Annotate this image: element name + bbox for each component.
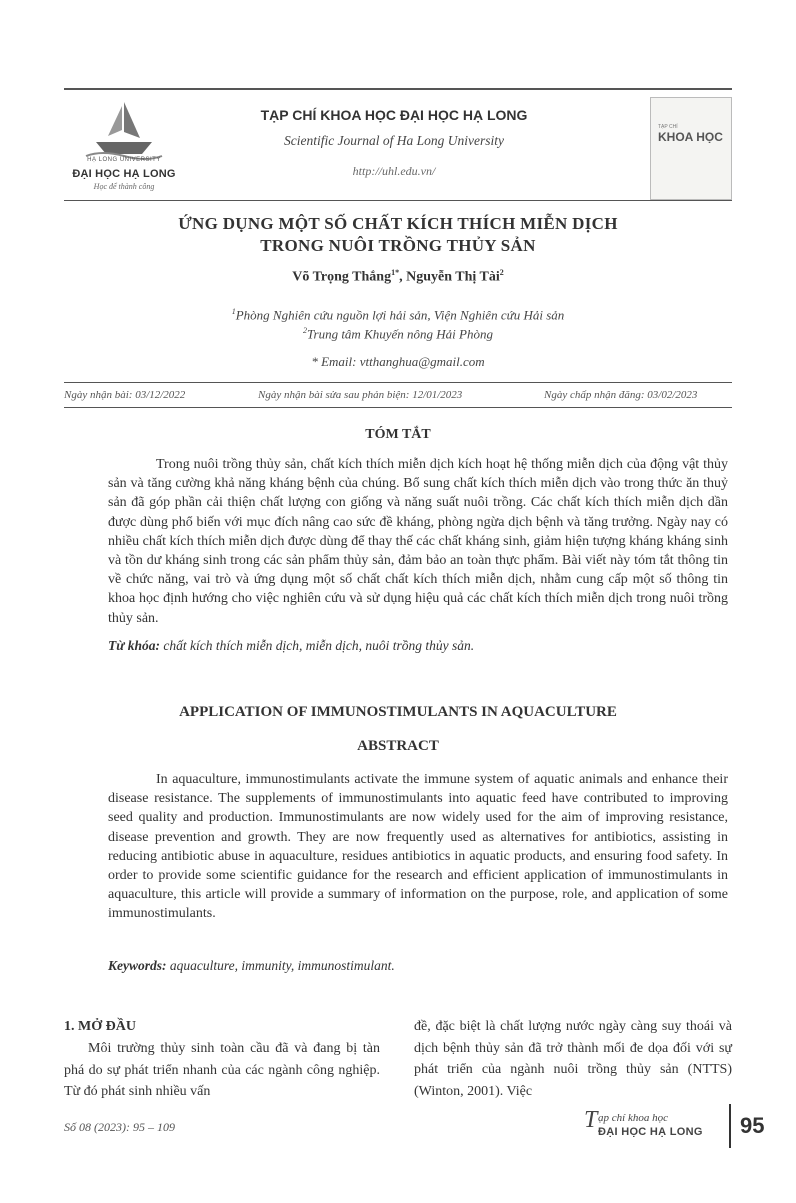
affiliation-1: [80, 307, 716, 323]
body-column-2: [414, 1016, 732, 1102]
keywords-vn: [108, 638, 728, 654]
logo-motto: Học để thành công: [93, 182, 155, 191]
affiliation-2-text: Trung tâm Khuyến nông Hải Phòng: [307, 326, 493, 342]
authors: [80, 268, 716, 286]
journal-url[interactable]: http://uhl.edu.vn/: [352, 164, 436, 178]
abstract-en-paragraph: In aquaculture, immunostimulants activate the immune system of aquatic animals and enhance their disease resistance. The supplements of immunostimulants into aquatic feed have contributed to improving seed quality and production. Immunostimulants are now widely used for the aim of improving resistance, disease prevention and growth. They are now frequently used as alternatives for antibiotics, assisting in reducing antibiotic abuse in aquaculture, residues antibiotics in aquatic products, and ensuring food safety. In order to provide some scientific guidance for the research and efficient application of immunostimulants in aquaculture, this article will provide a summary of information on the purpose, role, and application of some immunostimulants.: [108, 772, 728, 922]
dates-top-rule: [64, 382, 732, 383]
journal-name-vn: TẠP CHÍ KHOA HỌC ĐẠI HỌC HẠ LONG: [260, 107, 528, 123]
abstract-en-heading: ABSTRACT: [357, 738, 439, 754]
author-2: Nguyễn Thị Tài: [406, 269, 500, 285]
keywords-vn-text: chất kích thích miễn dịch, miễn dịch, nuôi trồng thủy sản.: [159, 638, 475, 653]
date-accepted: Ngày chấp nhận đăng: 03/02/2023: [544, 389, 698, 401]
english-title: APPLICATION OF IMMUNOSTIMULANTS IN AQUACULTURE: [179, 704, 617, 720]
body-column-2-text: đề, đặc biệt là chất lượng nước ngày càng suy thoái và dịch bệnh thủy sản đã trở thành mối đe dọa đối với sự phát triển của ngành nuôi trồng thủy sản (NTTS) (Winton, 2001). Việc: [414, 1019, 732, 1099]
footer-journal-line1-text: ạp chí khoa học: [598, 1112, 668, 1124]
footer-journal-line1: [584, 1107, 668, 1133]
author-separator: ,: [399, 269, 407, 285]
journal-name-en: Scientific Journal of Ha Long University: [283, 133, 505, 148]
cover-title: KHOA HỌC: [658, 130, 723, 144]
body-column-1-text: Môi trường thủy sinh toàn cầu đã và đang bị tàn phá do sự phát triển nhanh của các ngành công nghiệp. Từ đó phát sinh nhiều vấn: [64, 1041, 380, 1099]
author-1-sup: 1*: [391, 268, 400, 277]
affiliation-2: [80, 326, 716, 342]
header-top-rule: [64, 88, 732, 90]
page-number: 95: [740, 1113, 765, 1138]
footer-issue: Số 08 (2023): 95 – 109: [64, 1120, 175, 1134]
article-title-line2: TRONG NUÔI TRỒNG THỦY SẢN: [260, 236, 536, 255]
keywords-en: [108, 958, 728, 974]
footer-journal-initial: T: [584, 1107, 598, 1133]
footer-divider: [729, 1104, 731, 1148]
logo-title: ĐẠI HỌC HẠ LONG: [72, 168, 176, 180]
affiliation-2-sup: 2: [303, 326, 307, 335]
author-2-sup: 2: [499, 268, 504, 277]
affiliation-1-text: Phòng Nghiên cứu nguồn lợi hải sản, Viện Nghiên cứu Hải sản: [235, 307, 565, 323]
keywords-vn-label: Từ khóa:: [108, 638, 160, 653]
ship-logo-icon: [78, 98, 170, 160]
header-bottom-rule: [64, 200, 732, 201]
date-revised: Ngày nhận bài sửa sau phản biện: 12/01/2023: [258, 389, 463, 401]
author-1: Võ Trọng Thắng: [292, 269, 392, 285]
dates-bottom-rule: [64, 407, 732, 408]
logo-university-caption: HẠ LONG UNIVERSITY: [87, 157, 161, 163]
abstract-vn-text: [108, 455, 728, 628]
keywords-en-text: aquaculture, immunity, immunostimulant.: [166, 958, 395, 973]
footer-journal-line2: ĐẠI HỌC HẠ LONG: [598, 1126, 703, 1138]
corresponding-email[interactable]: * Email: vtthanghua@gmail.com: [311, 354, 485, 369]
affiliation-1-sup: 1: [231, 307, 236, 316]
section-heading-introduction: 1. MỞ ĐẦU: [64, 1019, 136, 1034]
date-received: Ngày nhận bài: 03/12/2022: [64, 389, 186, 401]
abstract-vn-heading: TÓM TẮT: [365, 427, 431, 442]
article-title-line1: ỨNG DỤNG MỘT SỐ CHẤT KÍCH THÍCH MIỄN DỊCH: [178, 214, 618, 233]
cover-small-label: TẠP CHÍ: [658, 124, 678, 130]
body-column-1: [64, 1038, 380, 1103]
keywords-en-label: Keywords:: [108, 958, 167, 973]
journal-cover-thumbnail: [650, 97, 732, 200]
abstract-en-text: [108, 770, 728, 924]
abstract-vn-paragraph: Trong nuôi trồng thủy sản, chất kích thích miễn dịch kích hoạt hệ thống miễn dịch của động vật thủy sản và tăng cường khả năng kháng bệnh của chúng. Bổ sung chất kích thích miễn dịch vào trong thức ăn thuỷ sản đã góp phần cải thiện chất lượng con giống và năng suất nuôi trồng. Các chất kích thích miễn dịch dần được dùng phổ biến với mục đích nâng cao sức đề kháng, phòng ngừa dịch bệnh và tăng trưởng. Ngày nay có nhiều chất kích thích miễn dịch được dùng để thay thế các chất kháng sinh, giảm hiện tượng kháng kháng sinh và tồn dư kháng sinh trong các sản phẩm thủy sản, đảm bảo an toàn thực phẩm. Bài viết này tóm tắt thông tin về chức năng, vai trò và ứng dụng một số chất chất kích thích miễn dịch, nhằm cung cấp một số thông tin khoa học định hướng cho việc nghiên cứu và sử dụng hiệu quả các chất kích thích miễn dịch trong nuôi trồng thủy sản.: [108, 457, 728, 626]
